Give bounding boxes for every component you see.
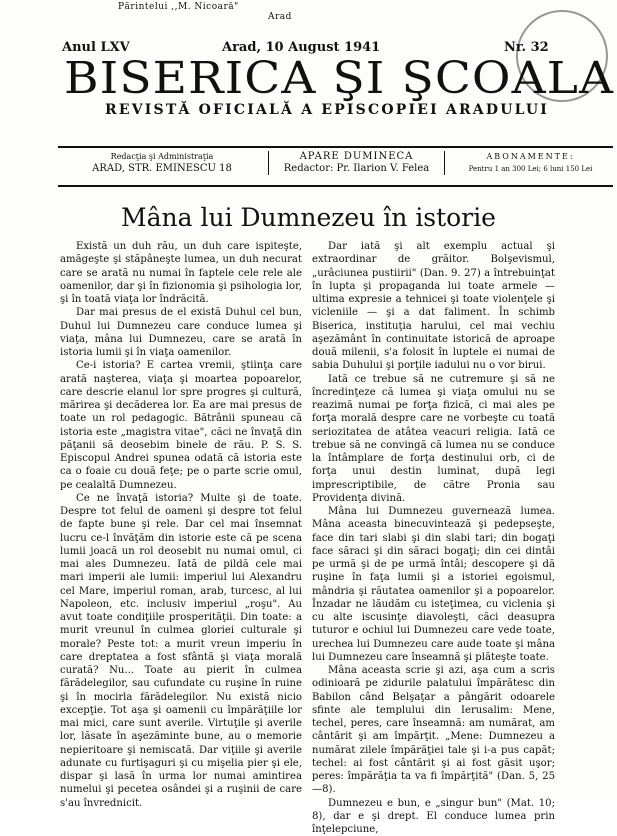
owner-stamp-line2: Arad: [118, 12, 292, 22]
issue-date: Arad, 10 August 1941: [222, 40, 380, 55]
paragraph: Există un duh rău, un duh care ispiteşte, amăgeşte şi stăpâneşte lumea, un duh necurat care se arată nu numai în faptele cele rele ale oamenilor, dar şi în fizionomia şi psihologia lor, şi în toată viaţa lor îndrăcită.: [60, 240, 302, 306]
issue-year: Anul LXV: [62, 40, 130, 55]
paragraph: Ce-i istoria? E cartea vremii, ştiinţa care arată naşterea, viaţa şi moartea popoarelor, care descrie elanul lor spre progres şi cultură, mărirea şi decăderea lor. Ea are mai presus de toate un rol pedagogic. Bătrânii spuneau că istoria este „magistra vitae", căci ne învaţă din păţanii să deosebim binele de rău. P. S. S. Episcopul Andrei spunea odată că istoria este ca o foaie cu două feţe; pe o parte scrie omul, pe cealaltă Dumnezeu.: [60, 359, 302, 492]
owner-stamp: [118, 2, 292, 22]
admin-address: ARAD, STR. EMINESCU 18: [62, 163, 262, 175]
subscriptions-text: Pentru 1 an 300 Lei; 6 luni 150 Lei: [448, 163, 613, 175]
publication-info: [268, 151, 445, 175]
paragraph: Mâna lui Dumnezeu guvernează lumea. Mâna aceasta binecuvintează şi pedepseşte, face din tari slabi şi din slabi tari; din bogaţi face săraci şi din săraci bogaţi; din cei dintâi pe urmă şi de pe urmă întâi; descopere şi dă ruşine în faţa lumii şi a istoriei egoismul, mândria şi răutatea oamenilor şi a popoarelor. Înzadar ne lăudăm cu isteţimea, cu viclenia şi cu alte iscusinţe diavoleşti, căci deasupra tuturor e ochiul lui Dumnezeu care vede toate, urechea lui Dumnezeu care aude toate şi mâna lui Dumnezeu care înseamnă şi plăteşte toate.: [312, 505, 555, 664]
article-left-column: [60, 240, 302, 810]
subscriptions-label: ABONAMENTE:: [448, 151, 613, 163]
paragraph: Mâna aceasta scrie şi azi, aşa cum a scris odinioară pe zidurile palatului împărătesc din Babilon când Belşaţar a pângărit odoarele sfinte ale templului din Ierusalim: Mene, techel, peres, care înseamnă: am numărat, am cântărit şi am împărţit. „Mene: Dumnezeu a numărat zilele împărăţiei tale şi i-a pus capăt; techel: ai fost cântărit şi ai fost găsit uşor; peres: împărăţia ta va fi împărţită" (Dan. 5, 25—8).: [312, 664, 555, 797]
article-right-column: [312, 240, 555, 836]
appears-text: APARE DUMINECA: [269, 151, 444, 163]
paragraph: Iată ce trebue să ne cutremure şi să ne încredinţeze că lumea şi viaţa omului nu se reazimă numai pe forţa fizică, ci mai ales pe forţa morală despre care ne vorbeşte cu toată seriozitatea de atâtea veacuri religia. Iată ce trebue să ne convingă că lumea nu se conduce la întâmplare de forţa destinului orb, ci de forţa unui destin luminat, după legi imprescriptibile, de către Pronia sau Providenţa divină.: [312, 373, 555, 506]
masthead-info-box: [58, 146, 613, 187]
article-headline: Mâna lui Dumnezeu în istorie: [0, 203, 617, 232]
paragraph: Ce ne învaţă istoria? Multe şi de toate. Despre tot felul de oameni şi despre tot felul de fapte bune şi rele. Dar cel mai însemnat lucru ce-l învăţăm din istorie este că pe scena lumii joacă un rol deosebit nu numai omul, ci mai ales Dumnezeu. Iată de pildă cele mai mari imperii ale lumii: imperiul lui Alexandru cel Mare, imperiul roman, arab, turcesc, al lui Napoleon, etc. inclusiv imperiul „roşu". Au avut toate condiţiile prosperităţii. Din toate: a murit vreunul în culmea gloriei culturale şi morale? Peste tot: a murit vreun imperiu în care dreptatea a fost sfântă şi viaţa morală curată? Nu... Toate au pierit în culmea fărădelegilor, sau cufundate cu ruşine în ruine şi în mocirla fărădelegilor. Nu există nicio excepţie. Tot aşa şi oamenii cu împărăţiile lor mai mici, care sunt averile. Virtuţile şi averile lor, lăsate în aşezăminte bune, au o memorie nepieritoare şi nemiscată. Dar viţiile şi averile adunate cu furtişaguri şi cu mişelia pier şi ele, dispar şi lasă în urma lor numai amintirea numelui şi pecetea osândei şi a ruşinii de care s'au învrednicit.: [60, 492, 302, 810]
admin-label: Redacţia şi Administraţia: [62, 151, 262, 163]
admin-info: [62, 151, 262, 175]
paragraph: Dar mai presus de el există Duhul cel bun, Duhul lui Dumnezeu care conduce lumea şi viaţa, mâna lui Dumnezeu, care se arată în istoria lumii şi în viaţa oamenilor.: [60, 306, 302, 359]
paragraph: Dar iată şi alt exemplu actual şi extraordinar de grăitor. Bolşevismul, „urâciunea pustiirii" (Dan. 9. 27) a întrebuinţat în lupta şi propaganda lui toate armele — ultima expresie a tehnicei şi toate violenţele şi vicleniile — şi a dat faliment. În schimb Biserica, instituţia harului, cel mai vechiu aşezământ în continuitate istorică de aproape două milenii, s'a folosit în luptele ei numai de sabia Duhului şi porţile iadului nu o vor birui.: [312, 240, 555, 373]
masthead-title: BISERICA ŞI ŞCOALA: [64, 54, 614, 104]
masthead-subtitle: REVISTĂ OFICIALĂ A EPISCOPIEI ARADULUI: [105, 102, 549, 118]
owner-stamp-line1: Părintelui ,,M. Nicoară": [118, 2, 292, 12]
subscription-info: [448, 151, 613, 175]
issue-number: Nr. 32: [504, 40, 549, 55]
paragraph: Dumnezeu e bun, e „singur bun" (Mat. 10; 8), dar e şi drept. El conduce lumea prin înţelepciune,: [312, 797, 555, 836]
editor-text: Redactor: Pr. Ilarion V. Felea: [269, 163, 444, 175]
